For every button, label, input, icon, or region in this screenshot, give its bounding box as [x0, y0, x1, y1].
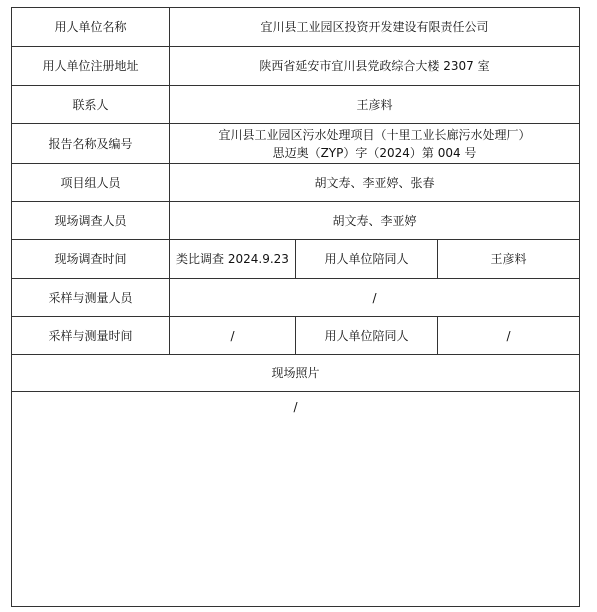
address-value: 陕西省延安市宜川县党政综合大楼 2307 室: [170, 47, 580, 86]
report-title: 宜川县工业园区污水处理项目（十里工业长廊污水处理厂）: [218, 127, 531, 142]
survey-staff-label: 现场调查人员: [12, 202, 170, 240]
survey-time-label: 现场调查时间: [12, 240, 170, 279]
report-label: 报告名称及编号: [12, 124, 170, 164]
info-table: [11, 7, 580, 607]
sampling-time-label: 采样与测量时间: [12, 317, 170, 355]
report-value: [170, 124, 580, 164]
team-value: 胡文寿、李亚婷、张春: [170, 164, 580, 202]
row-survey-time: [12, 240, 580, 279]
row-sampling-time: [12, 317, 580, 355]
survey-companion-label: 用人单位陪同人: [296, 240, 438, 279]
sampling-time-value: /: [170, 317, 296, 355]
row-contact: [12, 86, 580, 124]
sampling-staff-label: 采样与测量人员: [12, 279, 170, 317]
team-label: 项目组人员: [12, 164, 170, 202]
user-unit-value: 宜川县工业园区投资开发建设有限责任公司: [170, 8, 580, 47]
row-user-unit: [12, 8, 580, 47]
row-survey-staff: [12, 202, 580, 240]
row-team: [12, 164, 580, 202]
row-photos-body: [12, 392, 580, 607]
survey-time-value: 类比调查 2024.9.23: [170, 240, 296, 279]
row-sampling-staff: [12, 279, 580, 317]
address-label: 用人单位注册地址: [12, 47, 170, 86]
row-report: [12, 124, 580, 164]
row-address: [12, 47, 580, 86]
sampling-staff-value: /: [170, 279, 580, 317]
sampling-companion-label: 用人单位陪同人: [296, 317, 438, 355]
survey-staff-value: 胡文寿、李亚婷: [170, 202, 580, 240]
photos-label: 现场照片: [12, 355, 580, 392]
photos-value: /: [12, 392, 580, 607]
survey-companion-value: 王彦料: [438, 240, 580, 279]
report-number: 思迈奥（ZYP）字（2024）第 004 号: [272, 145, 477, 160]
contact-label: 联系人: [12, 86, 170, 124]
sampling-companion-value: /: [438, 317, 580, 355]
contact-value: 王彦料: [170, 86, 580, 124]
row-photos-header: [12, 355, 580, 392]
user-unit-label: 用人单位名称: [12, 8, 170, 47]
